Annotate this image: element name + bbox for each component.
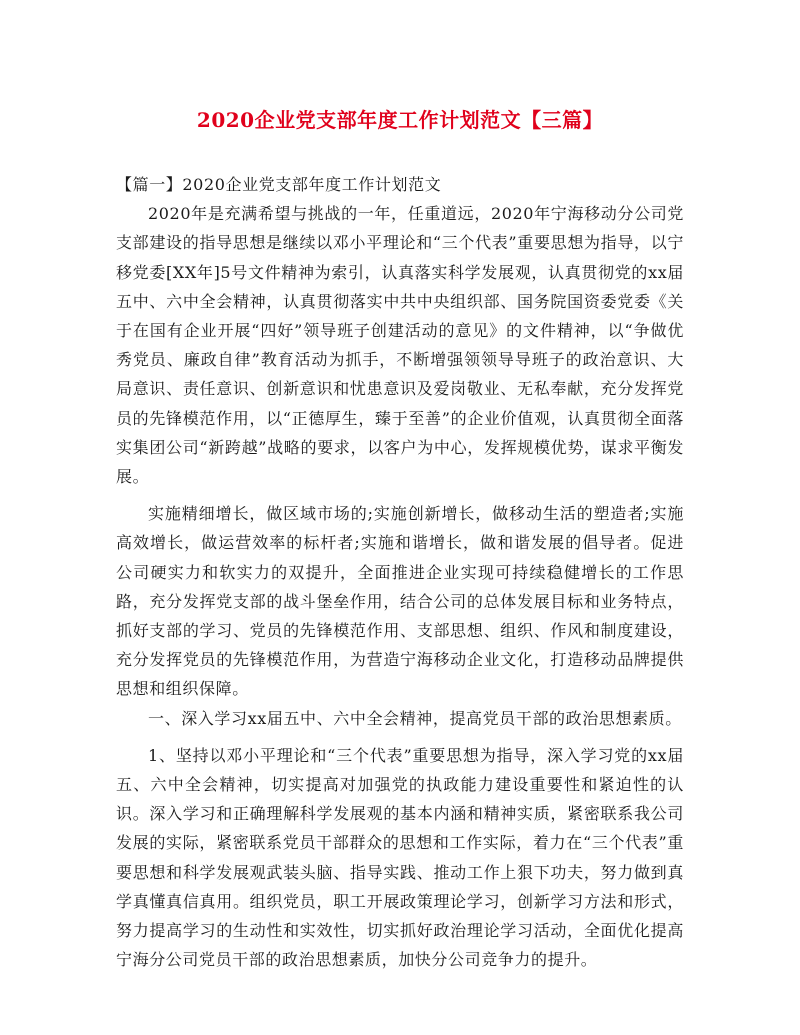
section-heading: 【篇一】2020企业党支部年度工作计划范文 bbox=[116, 175, 442, 194]
paragraph-2: 实施精细增长，做区域市场的;实施创新增长，做移动生活的塑造者;实施高效增长，做运营效率的标杆者;实施和谐增长，做和谐发展的倡导者。促进公司硬实力和软实力的双提升，全面推进企业实现可持续稳健增长的工作思路，充分发挥党支部的战斗堡垒作用，结合公司的总体发展目标和业务特点，抓好支部的学习、党员的先锋模范作用、支部思想、组织、作风和制度建设，充分发挥党员的先锋模范作用，为营造宁海移动企业文化，打造移动品牌提供思想和组织保障。 bbox=[116, 504, 684, 699]
paragraph-1: 2020年是充满希望与挑战的一年，任重道远，2020年宁海移动分公司党支部建设的指导思想是继续以邓小平理论和“三个代表”重要思想为指导，以宁移党委[XX年]5号文件精神为索引，认真落实科学发展观，认真贯彻党的xx届五中、六中全会精神，认真贯彻落实中共中央组织部、国务院国资委党委《关于在国有企业开展“四好”领导班子创建活动的意见》的文件精神，以“争做优秀党员、廉政自律”教育活动为抓手，不断增强领领导导班子的政治意识、大局意识、责任意识、创新意识和忧患意识及爱岗敬业、无私奉献，充分发挥党员的先锋模范作用，以“正德厚生，臻于至善”的企业价值观，认真贯彻全面落实集团公司“新跨越”战略的要求，以客户为中心，发挥规模优势，谋求平衡发展。 bbox=[116, 204, 684, 487]
document-title: 2020企业党支部年度工作计划范文【三篇】 bbox=[196, 108, 604, 132]
document-body bbox=[116, 170, 684, 974]
paragraph-4: 1、坚持以邓小平理论和“三个代表”重要思想为指导，深入学习党的xx届五、六中全会精神，切实提高对加强党的执政能力建设重要性和紧迫性的认识。深入学习和正确理解科学发展观的基本内涵和精神实质，紧密联系我公司发展的实际，紧密联系党员干部群众的思想和工作实际，着力在“三个代表”重要思想和科学发展观武装头脑、指导实践、推动工作上狠下功夫，努力做到真学真懂真信真用。组织党员，职工开展政策理论学习，创新学习方法和形式，努力提高学习的生动性和实效性，切实抓好政治理论学习活动，全面优化提高宁海分公司党员干部的政治思想素质，加快分公司竞争力的提升。 bbox=[116, 745, 684, 970]
paragraph-3: 一、深入学习xx届五中、六中全会精神，提高党员干部的政治思想素质。 bbox=[148, 708, 682, 728]
